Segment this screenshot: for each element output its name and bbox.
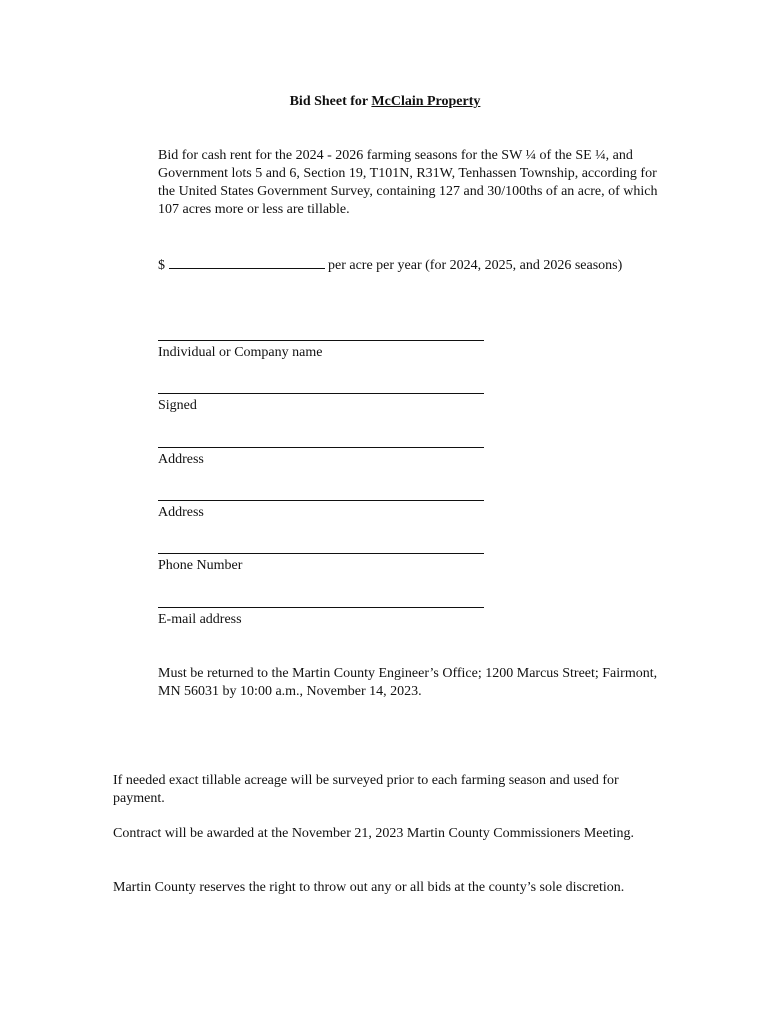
bid-description: Bid for cash rent for the 2024 - 2026 farming seasons for the SW ¼ of the SE ¼, and Government lots 5 and 6, Section 19, T101N, R31W, Tenhassen Township, according for the United States Government Survey, containing 127 and 30/100ths of an acre, of which 107 acres more or less are tillable. — [158, 148, 658, 217]
address-field-1 — [158, 447, 484, 469]
price-per-acre-line — [158, 256, 678, 275]
title-property-name: McClain Property — [371, 94, 481, 109]
address-label-2: Address — [158, 505, 204, 520]
price-suffix: per acre per year (for 2024, 2025, and 2026 seasons) — [328, 258, 623, 273]
contract-award-note: Contract will be awarded at the November 21, 2023 Martin County Commissioners Meeting. — [113, 826, 635, 841]
acreage-note: If needed exact tillable acreage will be surveyed prior to each farming season and used for payment. — [113, 773, 619, 806]
page-title — [0, 94, 770, 110]
email-field — [158, 607, 484, 629]
address-line-1[interactable] — [158, 447, 484, 448]
signed-line[interactable] — [158, 393, 484, 394]
address-field-2 — [158, 500, 484, 522]
email-line[interactable] — [158, 607, 484, 608]
company-name-label: Individual or Company name — [158, 345, 323, 360]
phone-number-line[interactable] — [158, 553, 484, 554]
company-name-field — [158, 340, 484, 362]
email-label: E-mail address — [158, 612, 242, 627]
phone-number-label: Phone Number — [158, 558, 243, 573]
rights-reserved-note: Martin County reserves the right to throw out any or all bids at the county’s sole discretion. — [113, 880, 625, 895]
price-blank-field[interactable] — [169, 256, 325, 269]
company-name-line[interactable] — [158, 340, 484, 341]
return-instructions: Must be returned to the Martin County Engineer’s Office; 1200 Marcus Street; Fairmont, MN 56031 by 10:00 a.m., November 14, 2023. — [158, 666, 658, 699]
signed-field — [158, 393, 484, 415]
title-prefix: Bid Sheet for — [289, 94, 368, 109]
phone-number-field — [158, 553, 484, 575]
currency-symbol: $ — [158, 258, 165, 273]
signed-label: Signed — [158, 398, 197, 413]
address-line-2[interactable] — [158, 500, 484, 501]
address-label-1: Address — [158, 452, 204, 467]
